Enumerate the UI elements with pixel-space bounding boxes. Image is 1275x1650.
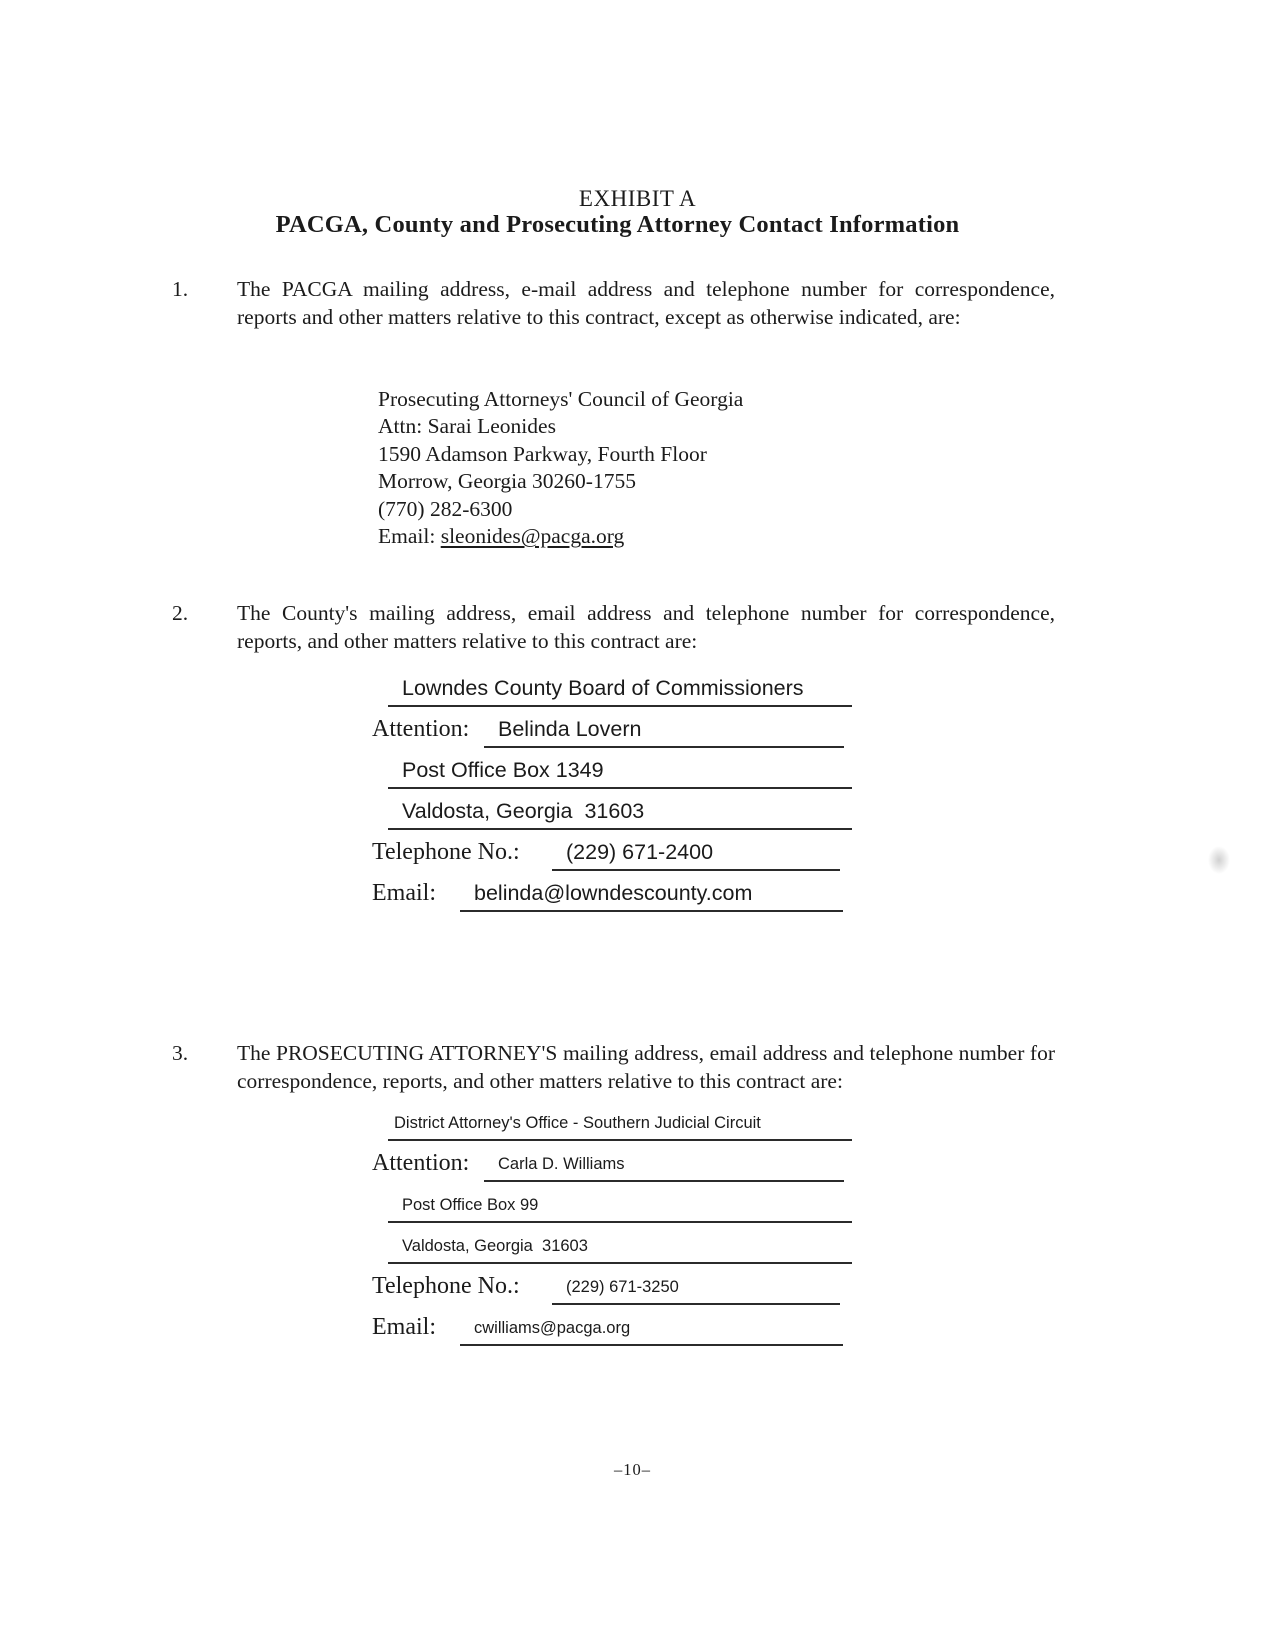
city-value: Valdosta, Georgia 31603 [402,1237,588,1255]
form-row-telephone [372,1264,872,1305]
address-city: Morrow, Georgia 30260-1755 [378,469,636,494]
po-box-field [388,1196,852,1223]
po-box-value: Post Office Box 1349 [402,758,604,782]
exhibit-label: EXHIBIT A [578,186,697,211]
attention-field [484,717,844,748]
city-value: Valdosta, Georgia 31603 [402,799,645,823]
item-number: 3. [172,1041,189,1065]
email-address: sleonides@pacga.org [440,524,625,549]
item-paragraph: The PACGA mailing address, e-mail address and telephone number for correspondence, reports and other matters relative to this contract, except as otherwise indicated, are: [237,277,1055,329]
section-pacga [170,276,1055,331]
email-value: belinda@lowndescounty.com [474,881,753,905]
email-label: Email: [372,1314,436,1340]
telephone-value: (229) 671-3250 [566,1278,679,1296]
email-field [460,1319,843,1346]
organization-value: Lowndes County Board of Commissioners [402,676,804,700]
attention-label: Attention: [372,1150,470,1176]
document-title: PACGA, County and Prosecuting Attorney Contact Information [275,211,960,238]
address-street: 1590 Adamson Parkway, Fourth Floor [378,441,707,466]
telephone-field [552,840,840,871]
item-number: 2. [172,601,189,625]
page-number: –10– [614,1460,651,1479]
form-row-city [372,789,872,830]
item-paragraph: The County's mailing address, email address and telephone number for correspondence, reports, and other matters relative to this contract are: [237,601,1055,653]
email-field [460,881,843,912]
email-label: Email: [372,880,436,906]
telephone-value: (229) 671-2400 [566,840,714,864]
attention-value: Belinda Lovern [498,717,642,741]
form-row-email [372,871,872,912]
po-box-value: Post Office Box 99 [402,1196,539,1214]
email-value: cwilliams@pacga.org [474,1319,631,1337]
organization-field [388,676,852,707]
form-row-po-box [372,748,872,789]
section-county [170,600,1055,655]
item-number: 1. [172,277,189,301]
city-field [388,1237,852,1264]
attention-field [484,1155,844,1182]
attention-label: Attention: [372,716,470,742]
address-phone: (770) 282-6300 [378,496,513,521]
organization-field [388,1114,852,1141]
pacga-address-block [378,386,743,550]
item-paragraph: The PROSECUTING ATTORNEY'S mailing address, email address and telephone number for correspondence, reports, and other matters relative to this contract are: [237,1041,1055,1093]
organization-value: District Attorney's Office - Southern Judicial Circuit [394,1114,761,1132]
form-row-organization [372,1100,872,1141]
telephone-label: Telephone No.: [372,839,520,865]
telephone-label: Telephone No.: [372,1273,520,1299]
po-box-field [388,758,852,789]
attention-value: Carla D. Williams [498,1155,625,1173]
form-row-telephone [372,830,872,871]
telephone-field [552,1278,840,1305]
prosecuting-attorney-contact-form [372,1100,872,1346]
city-field [388,799,852,830]
form-row-po-box [372,1182,872,1223]
section-prosecuting-attorney [170,1040,1055,1095]
address-email-line [378,523,743,550]
form-row-attention [372,1141,872,1182]
county-contact-form [372,666,872,912]
form-row-attention [372,707,872,748]
scan-smudge-artifact [1208,846,1230,874]
form-row-email [372,1305,872,1346]
form-row-city [372,1223,872,1264]
address-attn: Attn: Sarai Leonides [378,414,556,439]
address-org: Prosecuting Attorneys' Council of Georgia [378,387,744,411]
email-label: Email: [378,524,441,549]
form-row-organization [372,666,872,707]
